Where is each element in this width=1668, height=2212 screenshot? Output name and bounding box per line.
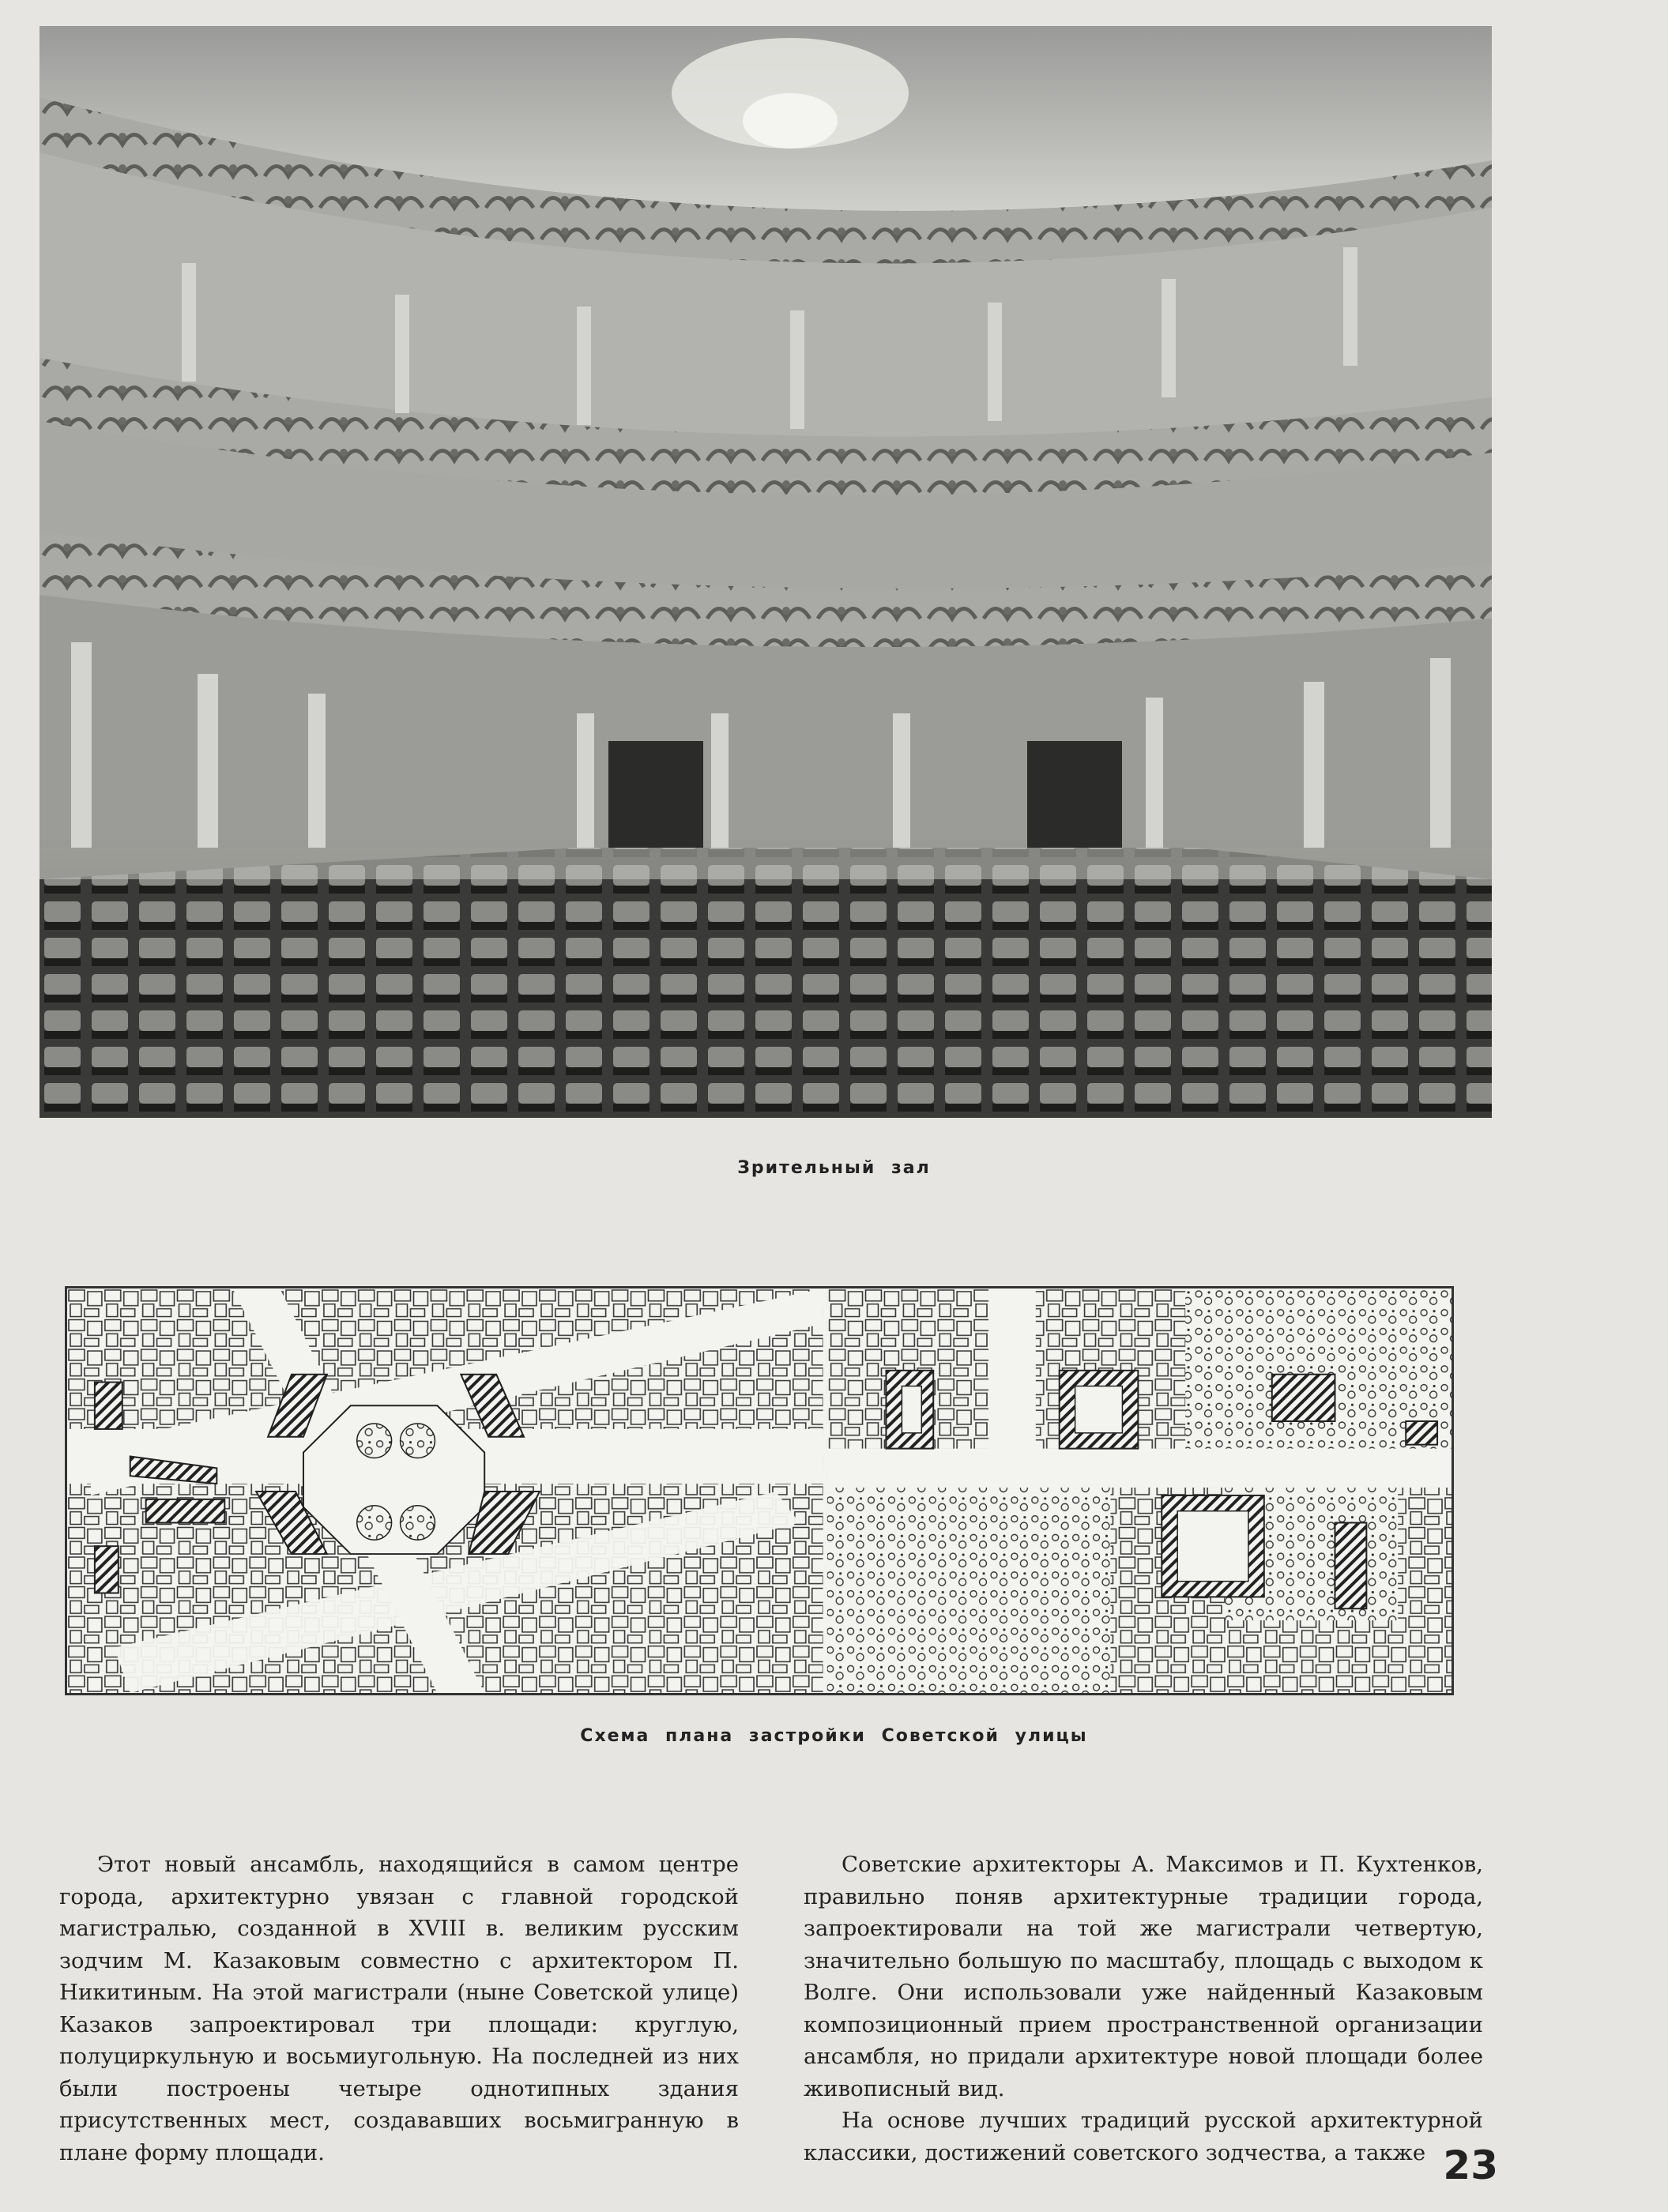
photo-caption: Зрительный зал	[737, 1158, 931, 1178]
plan-caption: Схема плана застройки Советской улицы	[580, 1726, 1088, 1746]
article-paragraph: Советские архитекторы А. Максимов и П. Кухтенков, правильно поняв архитектурные традиции города, запроектировали на той же магистрали четвертую, значительно большую по масштабу, площадь с выходом к Волге. Они использовали уже найденный Казаковым композиционный прием пространственной организации ансамбля, но придали архитектуре новой площади более живописный вид.	[804, 1852, 1483, 2101]
article-paragraph: На основе лучших традиций русской архитектурной классики, достижений советского зодчества, а также	[804, 2108, 1483, 2165]
theater-hall-illustration	[40, 26, 1492, 1118]
article-column-right	[804, 1849, 1483, 2169]
street-plan-diagram	[65, 1286, 1454, 1695]
article-column-left	[59, 1849, 739, 2169]
theater-hall-photo	[40, 26, 1492, 1118]
article-paragraph: Этот новый ансамбль, находящийся в самом центре города, архитектурно увязан с главной городской магистралью, созданной в XVIII в. великим русским зодчим М. Казаковым совместно с архитектором П. Никитиным. На этой магистрали (ныне Советской улице) Казаков запроектировал три площади: круглую, полуциркульную и восьмиугольную. На последней из них были построены четыре однотипных здания присутственных мест, создававших восьмигранную в плане форму площади.	[59, 1852, 739, 2165]
page-number: 23	[1443, 2142, 1498, 2188]
street-plan-illustration	[67, 1288, 1451, 1693]
